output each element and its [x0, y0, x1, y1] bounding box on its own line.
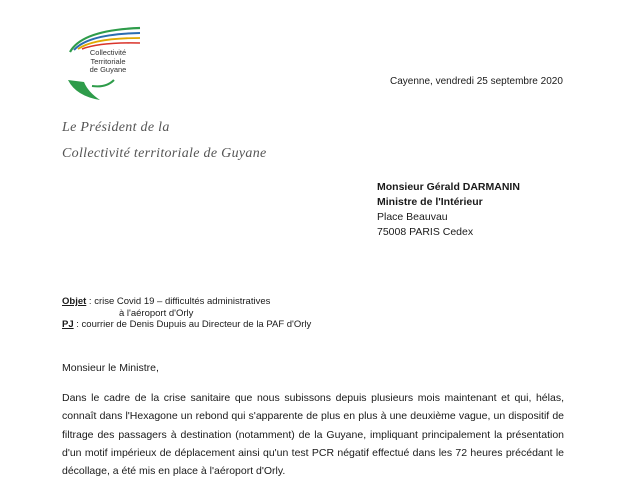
- signature-line-2: Collectivité territoriale de Guyane: [62, 146, 267, 161]
- recipient-address-line-1: Place Beauvau: [377, 211, 448, 223]
- subject-line: [62, 296, 311, 308]
- salutation: Monsieur le Ministre,: [62, 362, 159, 374]
- logo-text: [72, 49, 144, 75]
- collectivite-logo: [62, 22, 144, 104]
- recipient-block: [377, 180, 520, 240]
- signature-line-1: Le Président de la: [62, 120, 170, 135]
- subject-block: [62, 296, 311, 331]
- letter-date: Cayenne, vendredi 25 septembre 2020: [390, 76, 563, 87]
- attachment-text: : courrier de Denis Dupuis au Directeur de la PAF d'Orly: [73, 319, 312, 330]
- body-paragraph: Dans le cadre de la crise sanitaire que nous subissons depuis plusieurs mois maintenant et qui, hélas, connaît dans l'Hexagone un rebond qui s'apparente de plus en plus à une deuxième vague, un dispositif de filtrage des passagers à destination (notamment) de la Guyane, impliquant principalement la présentation d'un motif impérieux de déplacement ainsi qu'un test PCR négatif effectué dans les 72 heures précédant le décollage, a été mis en place à l'aéroport d'Orly.: [62, 392, 564, 478]
- logo-line: de Guyane: [89, 65, 127, 74]
- recipient-address-line-2: 75008 PARIS Cedex: [377, 226, 474, 238]
- attachment-label: PJ: [62, 319, 74, 330]
- subject-text: : crise Covid 19 – difficultés administratives: [86, 296, 271, 307]
- logo-line: Collectivité: [89, 48, 127, 57]
- recipient-title: Ministre de l'Intérieur: [377, 196, 483, 208]
- recipient-name: Monsieur Gérald DARMANIN: [377, 181, 520, 193]
- subject-label: Objet: [62, 296, 87, 307]
- subject-continuation: à l'aéroport d'Orly: [119, 307, 194, 319]
- logo-line: Territoriale: [90, 56, 126, 66]
- attachment-line: [62, 319, 311, 331]
